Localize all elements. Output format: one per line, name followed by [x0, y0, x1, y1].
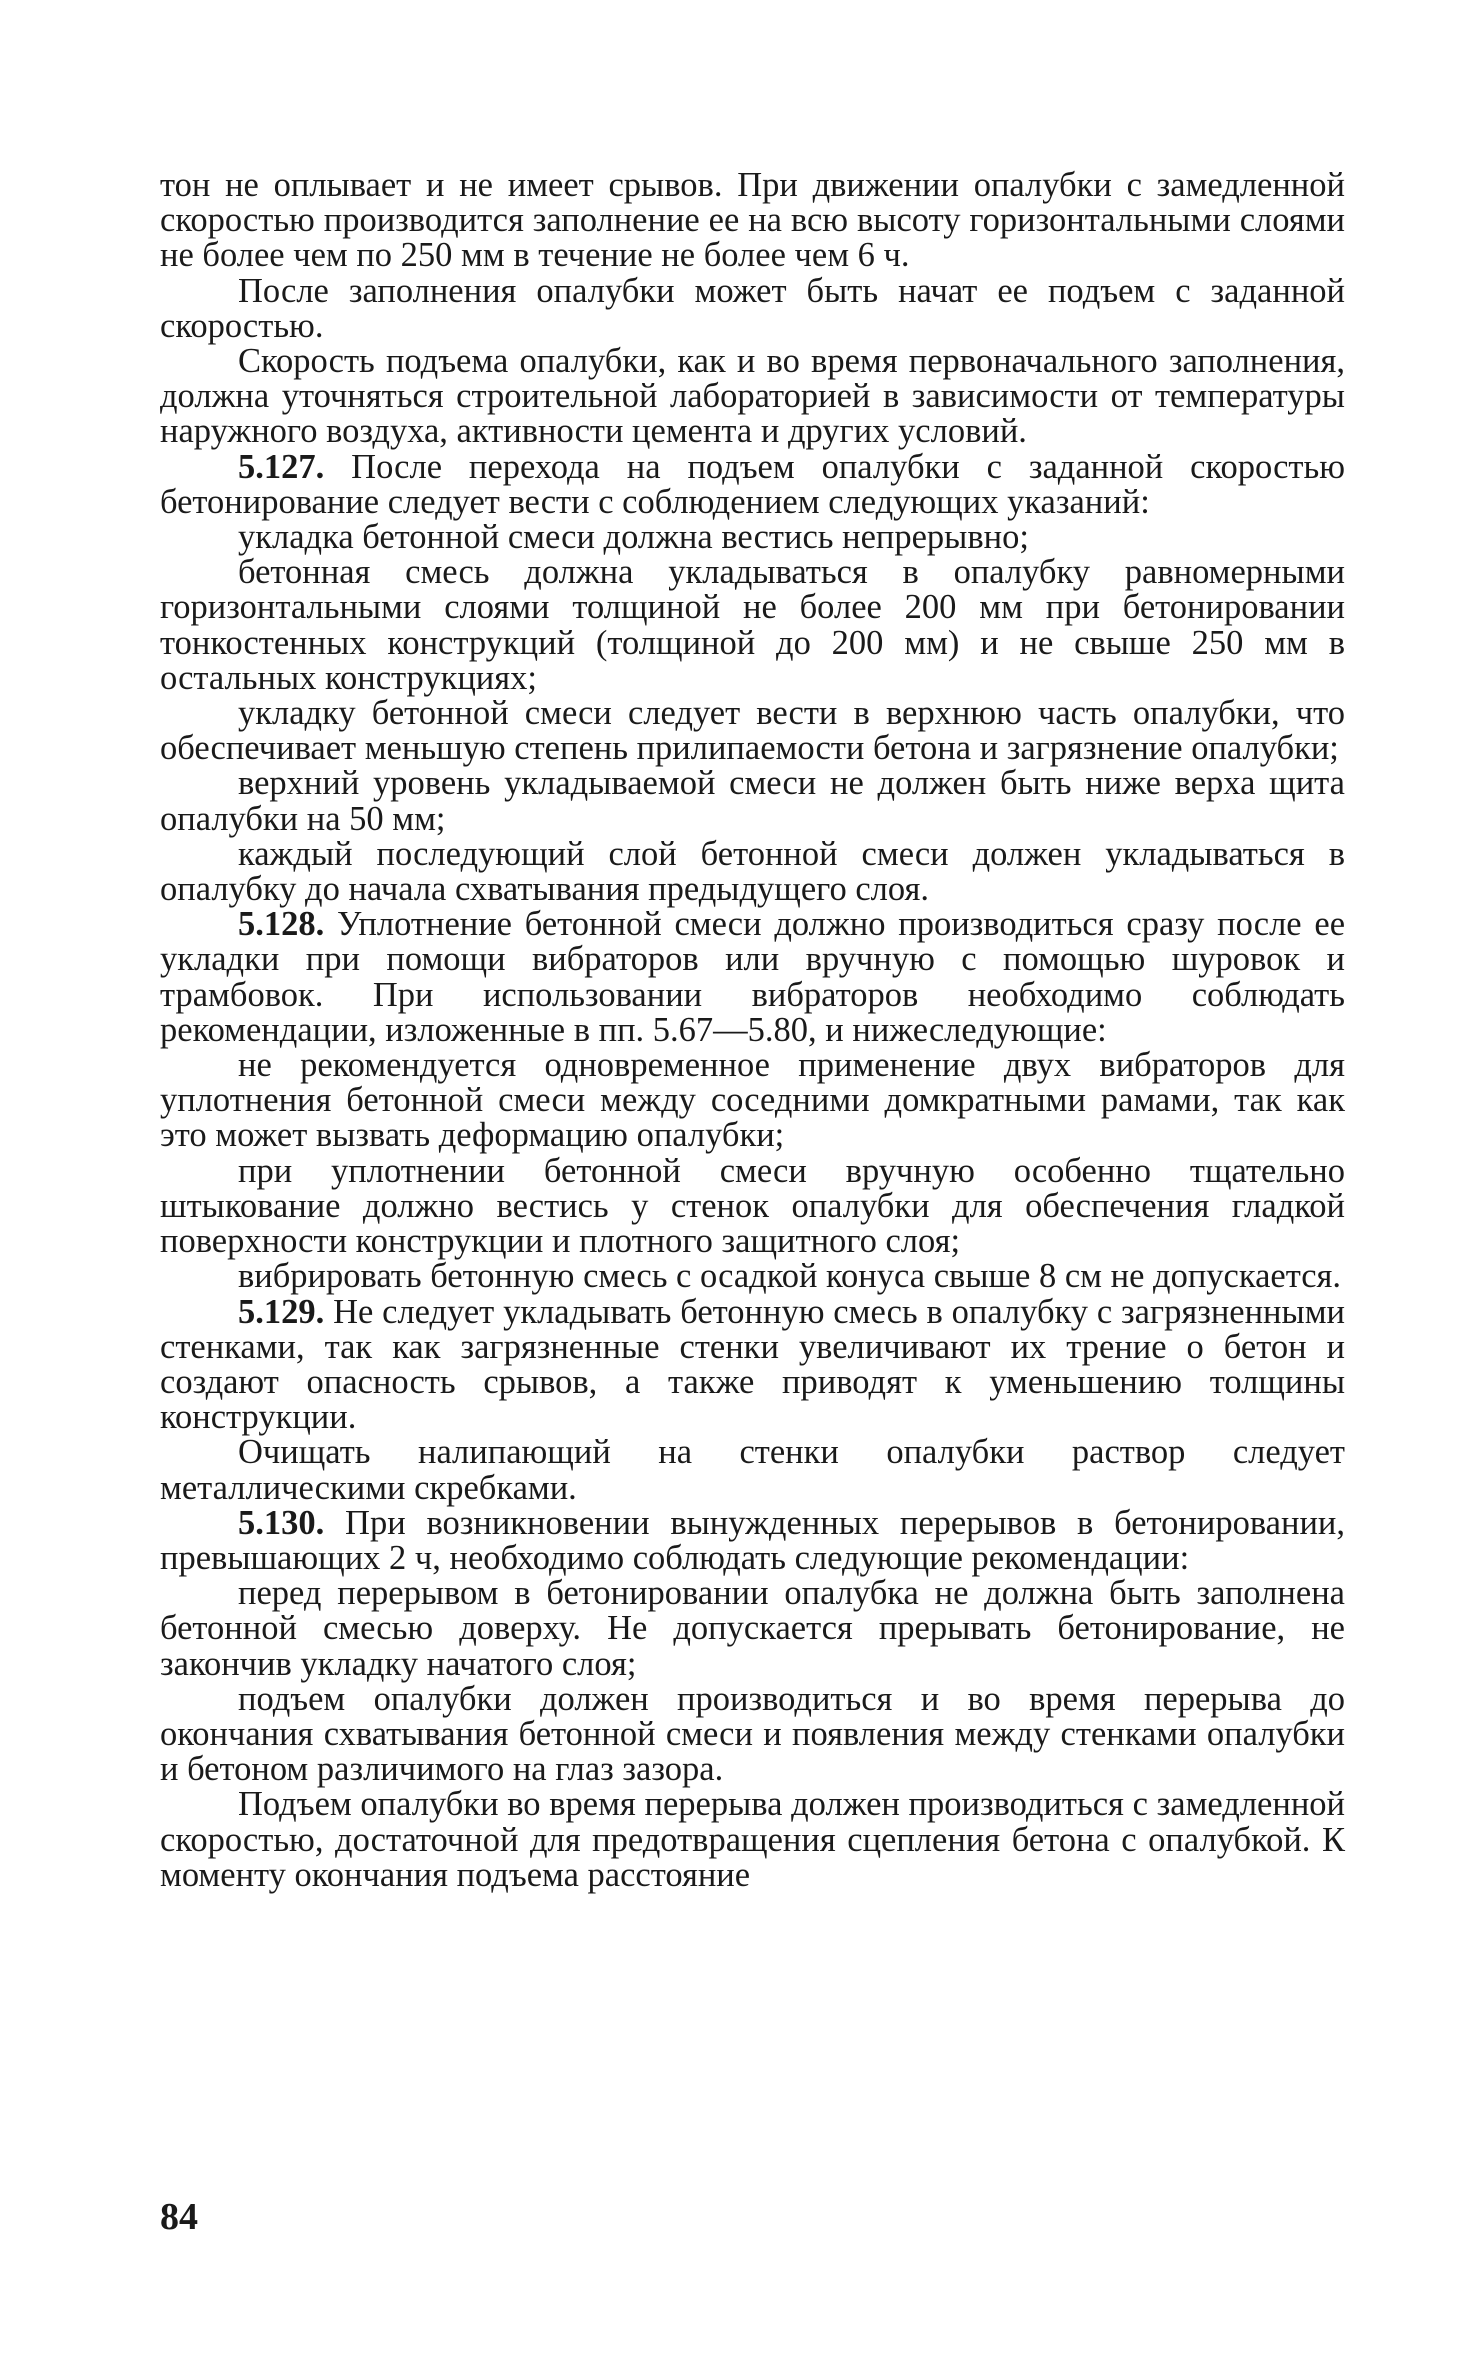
paragraph: подъем опалубки должен производиться и во время перерыва до окончания схватывания бетонной смеси и появления между стенками опалубки и бетоном различимого на глаз зазора. [160, 1679, 1345, 1789]
paragraph: перед перерывом в бетонировании опалубка не должна быть заполнена бетонной смесью доверху. Не допускается прерывать бетонирование, не закончив укладку начатого слоя; [160, 1574, 1345, 1683]
paragraph: вибрировать бетонную смесь с осадкой конуса свыше 8 см не допускается. [238, 1257, 1342, 1296]
paragraph: Подъем опалубки во время перерыва должен производиться с замедленной скоростью, достаточной для предотвращения сцепления бетона с опалубкой. К моменту окончания подъема расстояние [160, 1785, 1345, 1894]
paragraph: Скорость подъема опалубки, как и во время первоначального заполнения, должна уточняться строительной лабораторией в зависимости от температуры наружного воздуха, активности цемента и других условий. [160, 342, 1345, 451]
paragraph: не рекомендуется одновременное применение двух вибраторов для уплотнения бетонной смеси между соседними домкратными рамами, так как это может вызвать деформацию опалубки; [160, 1046, 1345, 1155]
paragraph: верхний уровень укладываемой смеси не должен быть ниже верха щита опалубки на 50 мм; [160, 764, 1345, 838]
paragraph: каждый последующий слой бетонной смеси должен укладываться в опалубку до начала схватывания предыдущего слоя. [160, 834, 1345, 909]
clause-number: 5.129. [238, 1292, 325, 1331]
paragraph: После заполнения опалубки может быть начат ее подъем с заданной скоростью. [160, 271, 1345, 345]
paragraph: 5.130. При возникновении вынужденных перерывов в бетонировании, превышающих 2 ч, необходимо соблюдать следующие рекомендации: [160, 1503, 1345, 1577]
clause-number: 5.130. [238, 1503, 325, 1542]
paragraph: тон не оплывает и не имеет срывов. При движении опалубки с замедленной скоростью производится заполнение ее на всю высоту горизонтальными слоями не более чем по 250 мм в течение не более чем 6 ч. [160, 166, 1345, 275]
paragraph: бетонная смесь должна укладываться в опалубку равномерными горизонтальными слоями толщиной не более 200 мм при бетонировании тонкостенных конструкций (толщиной до 200 мм) и не свыше 250 мм в остальных конструкциях; [160, 553, 1345, 697]
paragraph: 5.128. Уплотнение бетонной смеси должно производиться сразу после ее укладки при помощи вибраторов или вручную с помощью шуровок и трамбовок. При использовании вибраторов необходимо соблюдать рекомендации, изложенные в пп. 5.67—5.80, и нижеследующие: [160, 905, 1346, 1049]
paragraph: 5.129. Не следует укладывать бетонную смесь в опалубку с загрязненными стенками, так как загрязненные стенки увеличивают их трение о бетон и создают опасность срывов, а также приводят к уменьшению толщины конструкции. [160, 1292, 1345, 1437]
page-number: 84 [160, 2196, 198, 2238]
paragraph: Очищать налипающий на стенки опалубки раствор следует металлическими скребками. [160, 1433, 1345, 1507]
clause-number: 5.127. [238, 447, 325, 486]
paragraph: при уплотнении бетонной смеси вручную особенно тщательно штыкование должно вестись у стенок опалубки для обеспечения гладкой поверхности конструкции и плотного защитного слоя; [160, 1151, 1345, 1261]
paragraph: укладку бетонной смеси следует вести в верхнюю часть опалубки, что обеспечивает меньшую степень прилипаемости бетона и загрязнение опалубки; [160, 694, 1345, 768]
clause-number: 5.128. [238, 905, 325, 944]
paragraph: 5.127. После перехода на подъем опалубки с заданной скоростью бетонирование следует вести с соблюдением следующих указаний: [160, 447, 1346, 521]
page-body [160, 168, 1345, 1893]
paragraph: укладка бетонной смеси должна вестись непрерывно; [238, 518, 1029, 557]
